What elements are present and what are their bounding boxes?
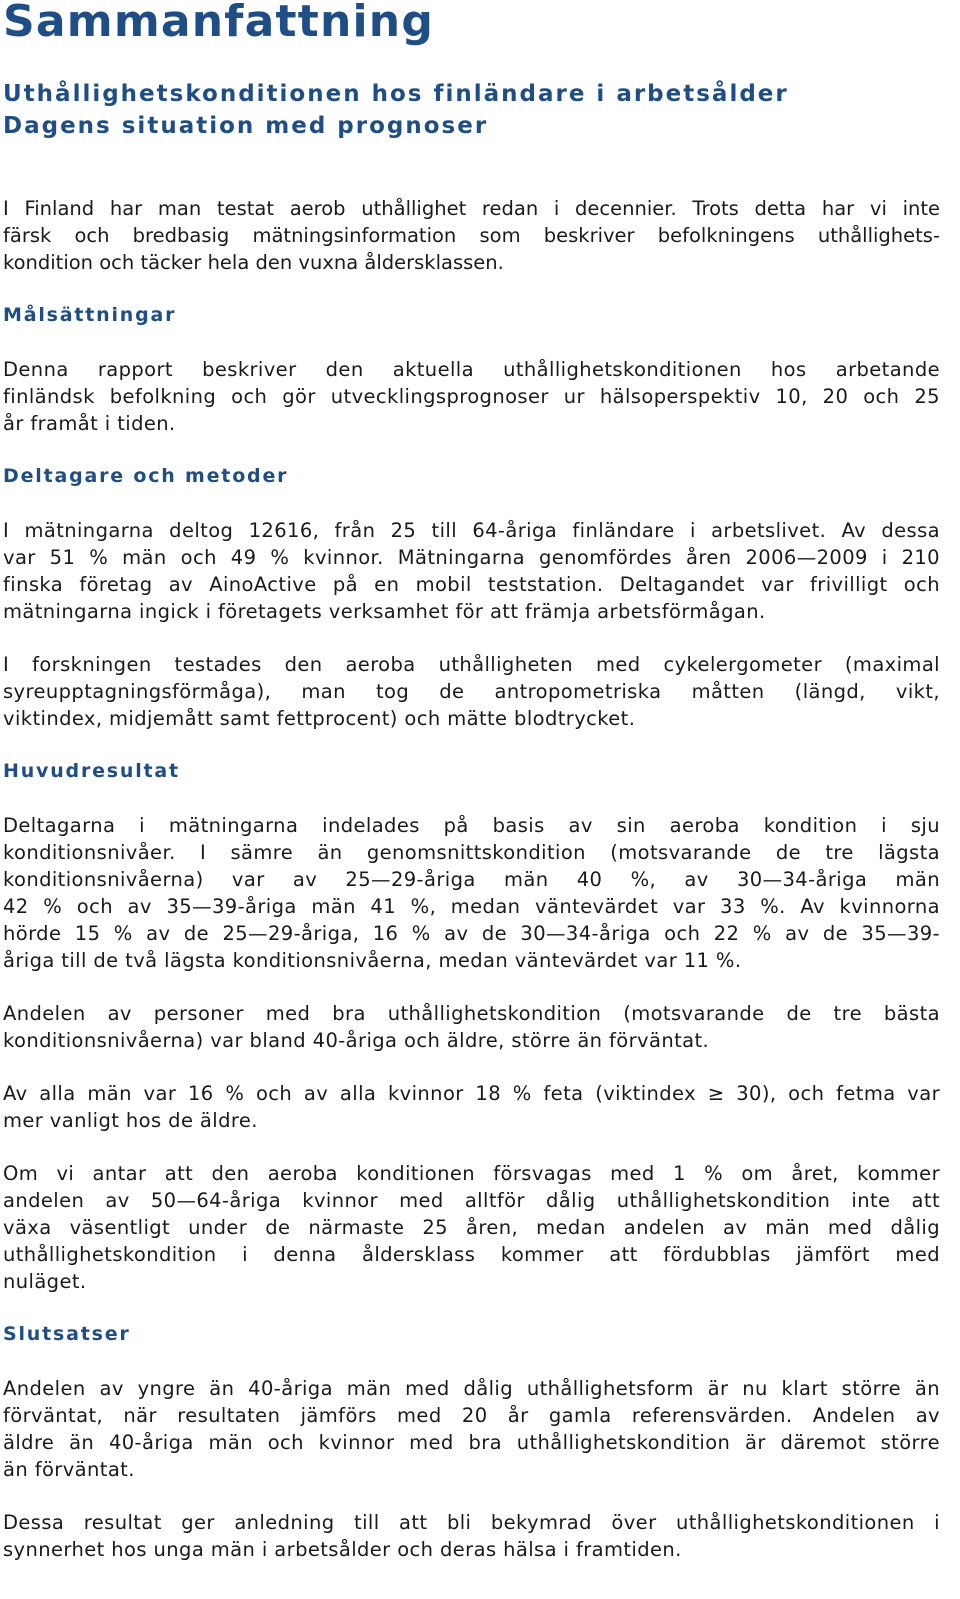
text-line: viktindex, midjemått samt fettprocent) och mätte blodtrycket. (3, 707, 636, 730)
text-line: 42 % och av 35—39-åriga män 41 %, medan väntevärdet var 33 %. Av kvinnorna (3, 895, 940, 918)
text-line: Av alla män var 16 % och av alla kvinnor 18 % feta (viktindex ≥ 30), och fetma var (3, 1082, 940, 1105)
report-subtitle: Dagens situation med prognoser (3, 113, 489, 139)
text-line: färsk och bredbasig mätningsinformation som beskriver befolkningens uthållighets- (3, 224, 940, 247)
text-line: konditionsnivåer. I sämre än genomsnittskondition (motsvarande de tre lägsta (3, 841, 940, 864)
text-line: växa väsentligt under de närmaste 25 åren, medan andelen av män med dålig (3, 1216, 940, 1239)
text-line: syreupptagningsförmåga), man tog de antropometriska måtten (längd, vikt, (3, 680, 940, 703)
text-line: Andelen av personer med bra uthållighetskondition (motsvarande de tre bästa (3, 1002, 940, 1025)
text-line: I forskningen testades den aeroba uthålligheten med cykelergometer (maximal (3, 653, 940, 676)
text-line: Dessa resultat ger anledning till att bli bekymrad över uthållighetskonditionen i (3, 1511, 940, 1534)
text-line: finska företag av AinoActive på en mobil teststation. Deltagandet var frivilligt och (3, 573, 940, 596)
text-line: år framåt i tiden. (3, 412, 176, 435)
text-line: finländsk befolkning och gör utvecklingsprognoser ur hälsoperspektiv 10, 20 och 25 (3, 385, 940, 408)
text-line: Om vi antar att den aeroba konditionen försvagas med 1 % om året, kommer (3, 1162, 940, 1185)
conclusions-paragraph-2 (3, 1509, 940, 1563)
text-line: äldre än 40-åriga män och kvinnor med bra uthållighetskondition är däremot större (3, 1431, 940, 1454)
text-line: kondition och täcker hela den vuxna åldersklassen. (3, 251, 504, 274)
text-line: synnerhet hos unga män i arbetsålder och deras hälsa i framtiden. (3, 1538, 682, 1561)
text-line: hörde 15 % av de 25—29-åriga, 16 % av de 30—34-åriga och 22 % av de 35—39- (3, 922, 940, 945)
section-heading-results: Huvudresultat (3, 760, 180, 782)
section-heading-goals: Målsättningar (3, 304, 177, 326)
text-line: konditionsnivåerna) var av 25—29-åriga män 40 %, av 30—34-åriga män (3, 868, 940, 891)
text-line: förväntat, när resultaten jämförs med 20 år gamla referensvärden. Andelen av (3, 1404, 940, 1427)
results-paragraph-1 (3, 812, 940, 974)
page-title: Sammanfattning (3, 0, 435, 47)
results-paragraph-3 (3, 1080, 940, 1134)
methods-paragraph-2 (3, 651, 940, 732)
goals-paragraph (3, 356, 940, 437)
text-line: nuläget. (3, 1270, 87, 1293)
text-line: andelen av 50—64-åriga kvinnor med alltför dålig uthållighetskondition inte att (3, 1189, 940, 1212)
text-line: var 51 % män och 49 % kvinnor. Mätningarna genomfördes åren 2006—2009 i 210 (3, 546, 940, 569)
results-paragraph-2 (3, 1000, 940, 1054)
text-line: åriga till de två lägsta konditionsnivåerna, medan väntevärdet var 11 %. (3, 949, 742, 972)
text-line: konditionsnivåerna) var bland 40-åriga och äldre, större än förväntat. (3, 1029, 710, 1052)
text-line: mätningarna ingick i företagets verksamhet för att främja arbetsförmågan. (3, 600, 766, 623)
text-line: uthållighetskondition i denna åldersklass kommer att fördubblas jämfört med (3, 1243, 940, 1266)
intro-paragraph (3, 195, 940, 276)
conclusions-paragraph-1 (3, 1375, 940, 1483)
text-line: mer vanligt hos de äldre. (3, 1109, 258, 1132)
section-heading-methods: Deltagare och metoder (3, 465, 289, 487)
report-title: Uthållighetskonditionen hos finländare i arbetsålder (3, 81, 789, 107)
text-line: Deltagarna i mätningarna indelades på basis av sin aeroba kondition i sju (3, 814, 940, 837)
text-line: I Finland har man testat aerob uthållighet redan i decennier. Trots detta har vi inte (3, 197, 940, 220)
results-paragraph-4 (3, 1160, 940, 1295)
text-line: Denna rapport beskriver den aktuella uthållighetskonditionen hos arbetande (3, 358, 940, 381)
text-line: än förväntat. (3, 1458, 135, 1481)
text-line: I mätningarna deltog 12616, från 25 till 64-åriga finländare i arbetslivet. Av dessa (3, 519, 940, 542)
section-heading-conclusions: Slutsatser (3, 1323, 131, 1345)
text-line: Andelen av yngre än 40-åriga män med dålig uthållighetsform är nu klart större än (3, 1377, 940, 1400)
methods-paragraph-1 (3, 517, 940, 625)
